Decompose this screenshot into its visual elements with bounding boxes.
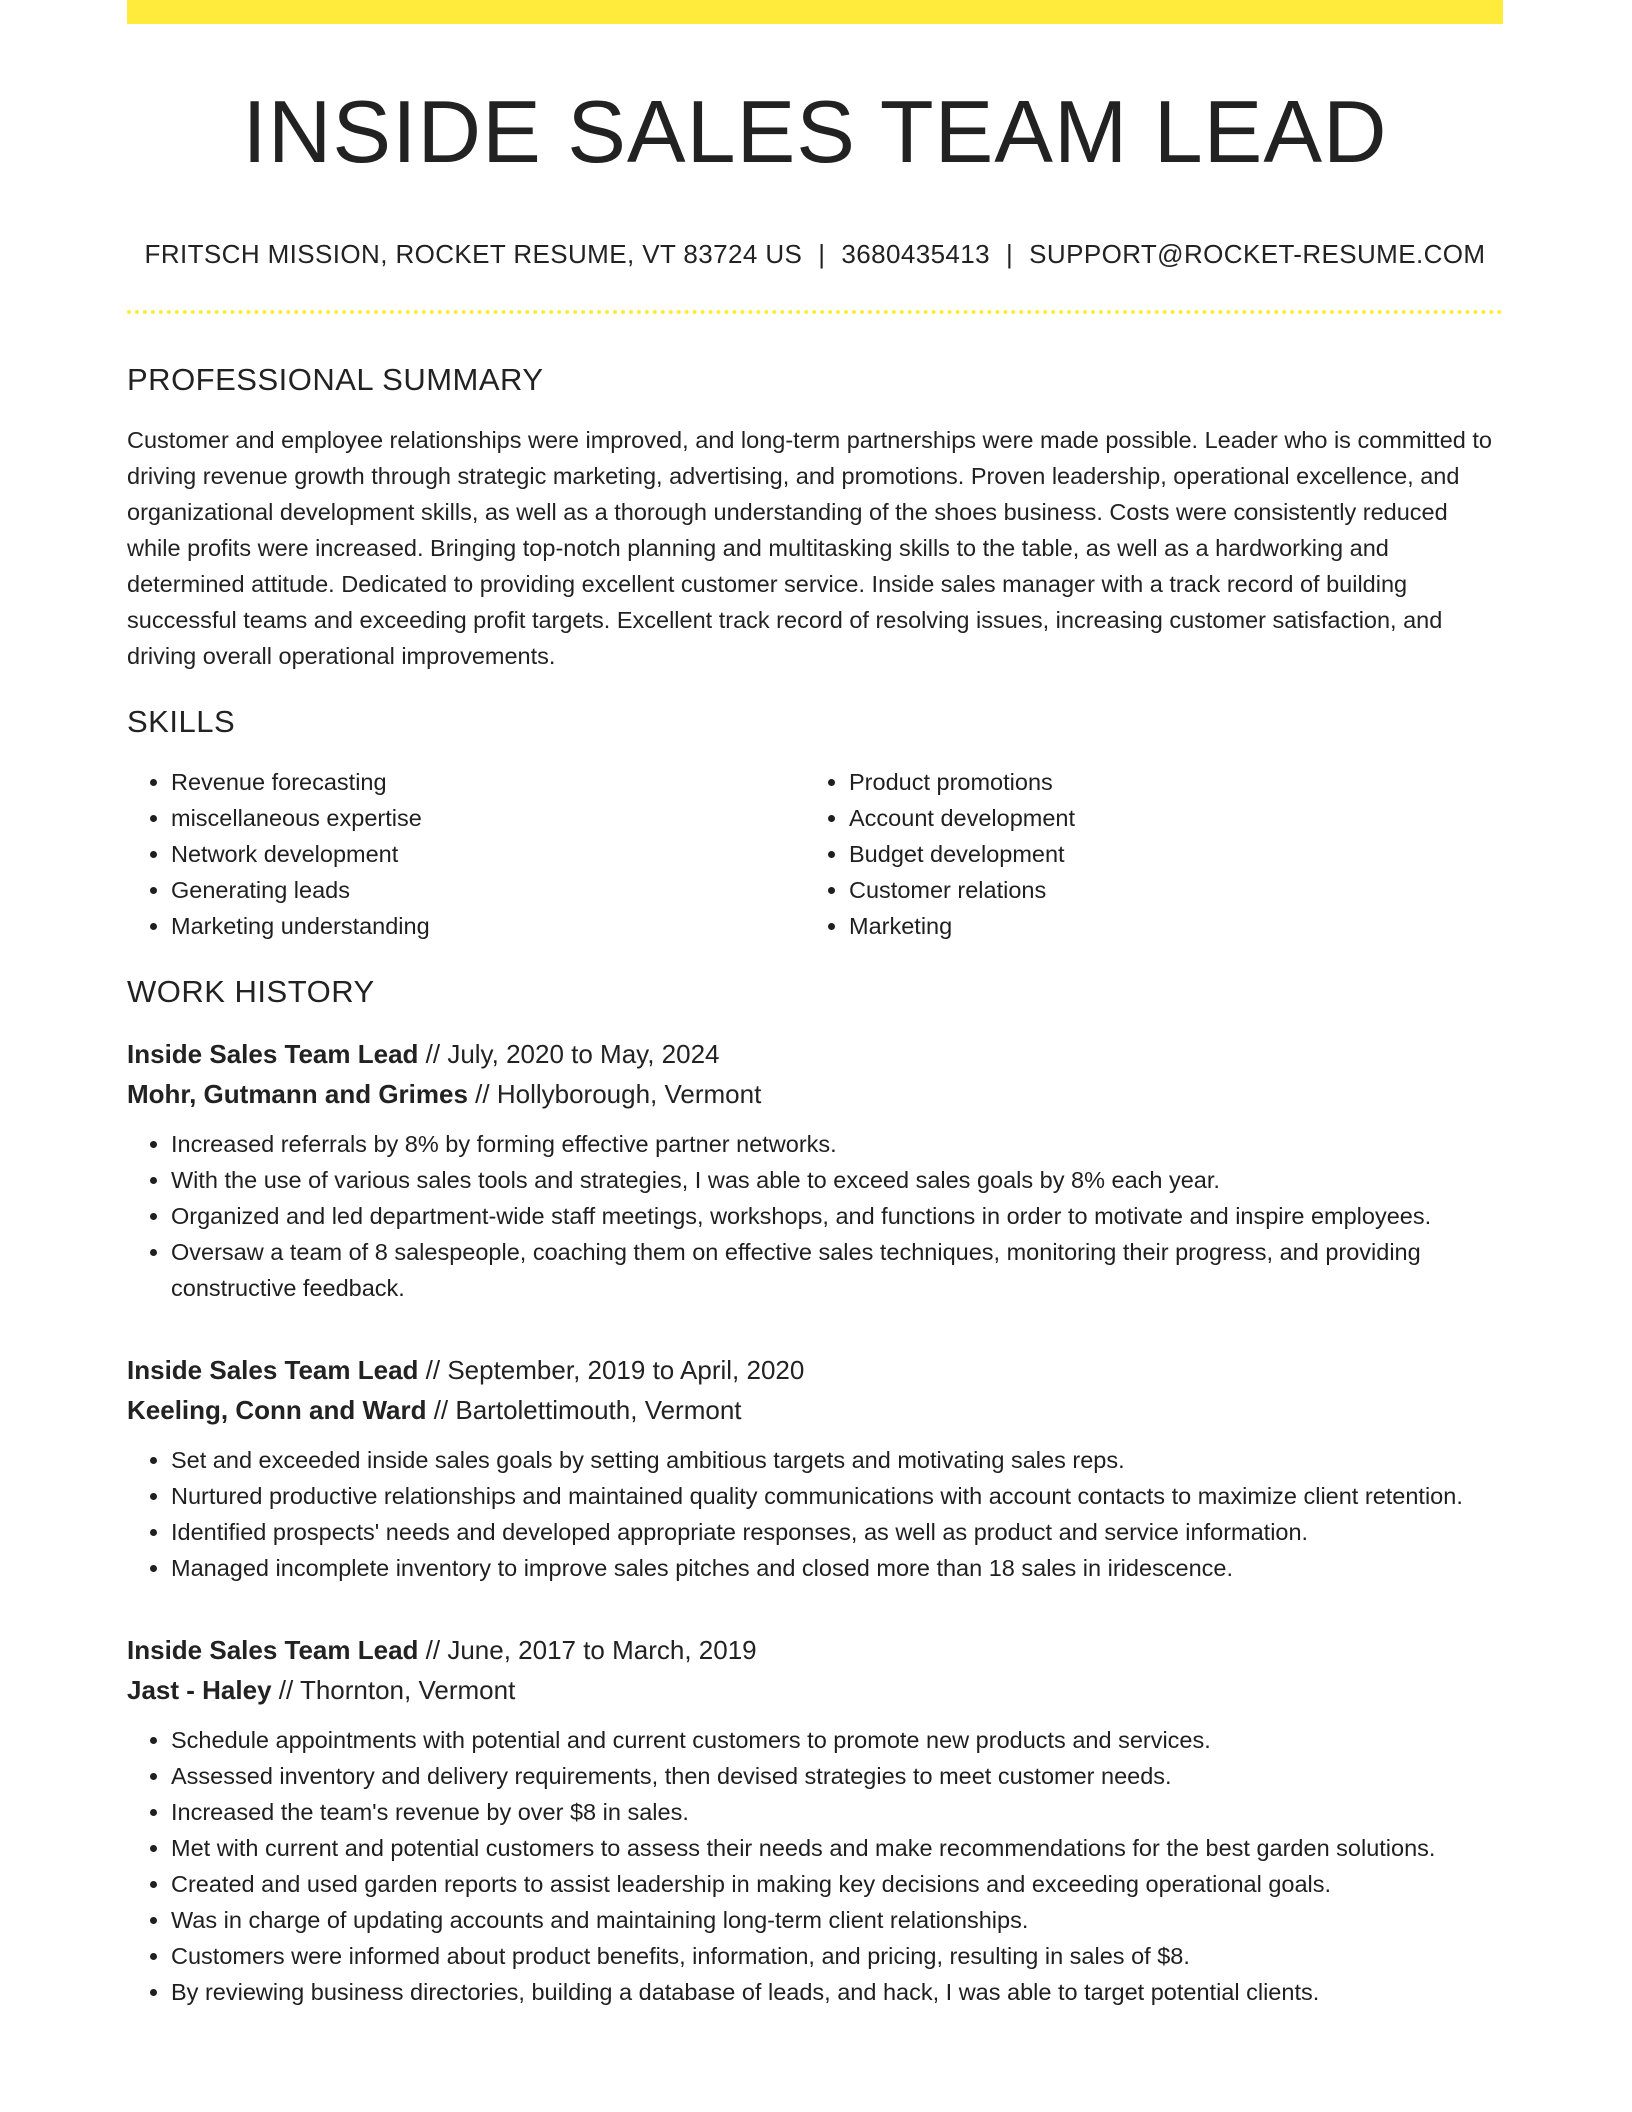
summary-heading: PROFESSIONAL SUMMARY bbox=[127, 361, 544, 397]
job-company: Jast - Haley bbox=[127, 1674, 272, 1705]
job-company-line bbox=[127, 1390, 1503, 1430]
job-bullet: • Assessed inventory and delivery requirements, then devised strategies to meet customer needs. bbox=[171, 1758, 1503, 1794]
job-location: // Bartolettimouth, Vermont bbox=[426, 1394, 742, 1425]
contact-phone: 3680435413 bbox=[841, 238, 991, 269]
skills-list bbox=[127, 764, 1503, 944]
skills-column-left bbox=[127, 764, 805, 944]
job-company-line bbox=[127, 1670, 1503, 1710]
contact-separator: | bbox=[1006, 238, 1014, 269]
contact-address: FRITSCH MISSION, ROCKET RESUME, VT 83724 US bbox=[144, 238, 803, 269]
work-history-heading: WORK HISTORY bbox=[127, 973, 375, 1009]
skill-item: • Marketing bbox=[849, 908, 1483, 944]
summary-text: Customer and employee relationships were improved, and long-term partnerships were made possible. Leader who is committed to driving revenue growth through strategic marketing, advertising, and promotions. Proven leadership, operational excellence, and organizational development skills, as well as a thorough understanding of the shoes business. Costs were consistently reduced while profits were increased. Bringing top-notch planning and multitasking skills to the table, as well as a hardworking and determined attitude. Dedicated to providing excellent customer service. Inside sales manager with a track record of building successful teams and exceeding profit targets. Excellent track record of resolving issues, increasing customer satisfaction, and driving overall operational improvements. bbox=[127, 426, 1492, 669]
job-title-line bbox=[127, 1350, 1503, 1390]
job-bullet: • Managed incomplete inventory to improve sales pitches and closed more than 18 sales in iridescence. bbox=[171, 1550, 1503, 1586]
job-bullet: • Increased referrals by 8% by forming effective partner networks. bbox=[171, 1126, 1503, 1162]
job-bullet: • Customers were informed about product benefits, information, and pricing, resulting in sales of $8. bbox=[171, 1938, 1503, 1974]
job-dates: // July, 2020 to May, 2024 bbox=[418, 1038, 720, 1069]
job-bullet: • Set and exceeded inside sales goals by setting ambitious targets and motivating sales reps. bbox=[171, 1442, 1503, 1478]
job-bullet: • Met with current and potential customers to assess their needs and make recommendations for the best garden solutions. bbox=[171, 1830, 1503, 1866]
job-bullet: • By reviewing business directories, building a database of leads, and hack, I was able to target potential clients. bbox=[171, 1974, 1503, 2010]
skill-item: • Marketing understanding bbox=[171, 908, 805, 944]
skill-item: • Budget development bbox=[849, 836, 1483, 872]
job-bullet: • Oversaw a team of 8 salespeople, coaching them on effective sales techniques, monitoring their progress, and providing constructive feedback. bbox=[171, 1234, 1503, 1306]
job-bullets bbox=[127, 1442, 1503, 1586]
job-entry bbox=[127, 1350, 1503, 1586]
contact-separator: | bbox=[818, 238, 826, 269]
contact-line bbox=[127, 239, 1503, 270]
resume-page bbox=[127, 0, 1503, 2010]
job-role: Inside Sales Team Lead bbox=[127, 1354, 419, 1385]
job-location: // Thornton, Vermont bbox=[271, 1674, 516, 1705]
skill-item: • Customer relations bbox=[849, 872, 1483, 908]
job-location: // Hollyborough, Vermont bbox=[467, 1078, 762, 1109]
skill-item: • Product promotions bbox=[849, 764, 1483, 800]
job-entry bbox=[127, 1034, 1503, 1306]
job-dates: // September, 2019 to April, 2020 bbox=[418, 1354, 805, 1385]
skills-heading: SKILLS bbox=[127, 703, 236, 739]
skill-item: • Account development bbox=[849, 800, 1483, 836]
skill-item: • Revenue forecasting bbox=[171, 764, 805, 800]
resume-name: INSIDE SALES TEAM LEAD bbox=[242, 82, 1388, 181]
top-accent-bar bbox=[127, 0, 1503, 24]
job-bullet: • Organized and led department-wide staff meetings, workshops, and functions in order to motivate and inspire employees. bbox=[171, 1198, 1503, 1234]
header-divider bbox=[127, 310, 1503, 314]
job-company: Keeling, Conn and Ward bbox=[127, 1394, 427, 1425]
skill-item: • Generating leads bbox=[171, 872, 805, 908]
job-bullet: • Nurtured productive relationships and maintained quality communications with account contacts to maximize client retention. bbox=[171, 1478, 1503, 1514]
job-entry bbox=[127, 1630, 1503, 2010]
job-bullet: • Was in charge of updating accounts and maintaining long-term client relationships. bbox=[171, 1902, 1503, 1938]
job-bullet: • Increased the team's revenue by over $8 in sales. bbox=[171, 1794, 1503, 1830]
job-bullets bbox=[127, 1126, 1503, 1306]
job-bullet: • With the use of various sales tools and strategies, I was able to exceed sales goals by 8% each year. bbox=[171, 1162, 1503, 1198]
job-bullet: • Schedule appointments with potential and current customers to promote new products and services. bbox=[171, 1722, 1503, 1758]
job-role: Inside Sales Team Lead bbox=[127, 1038, 419, 1069]
skill-item: • Network development bbox=[171, 836, 805, 872]
job-company-line bbox=[127, 1074, 1503, 1114]
job-company: Mohr, Gutmann and Grimes bbox=[127, 1078, 468, 1109]
job-bullets bbox=[127, 1722, 1503, 2010]
job-bullet: • Identified prospects' needs and developed appropriate responses, as well as product and service information. bbox=[171, 1514, 1503, 1550]
job-title-line bbox=[127, 1034, 1503, 1074]
contact-email: SUPPORT@ROCKET-RESUME.COM bbox=[1029, 238, 1486, 269]
job-title-line bbox=[127, 1630, 1503, 1670]
skills-column-right bbox=[805, 764, 1483, 944]
skill-item: • miscellaneous expertise bbox=[171, 800, 805, 836]
job-role: Inside Sales Team Lead bbox=[127, 1634, 419, 1665]
job-dates: // June, 2017 to March, 2019 bbox=[418, 1634, 757, 1665]
job-bullet: • Created and used garden reports to assist leadership in making key decisions and exceeding operational goals. bbox=[171, 1866, 1503, 1902]
